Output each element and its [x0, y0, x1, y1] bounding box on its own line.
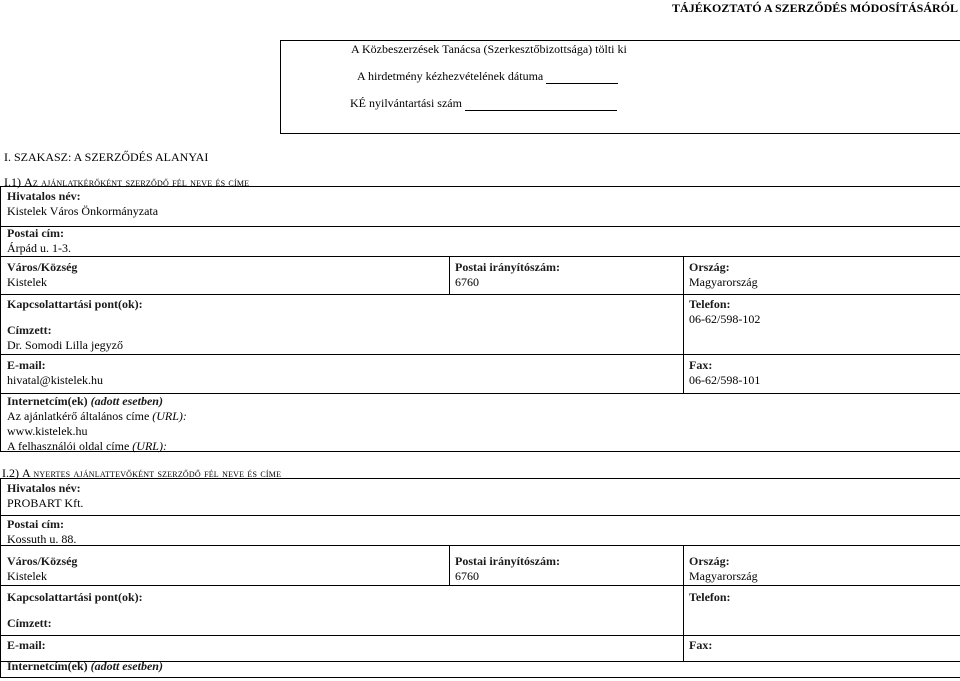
section1-title: I. SZAKASZ: A SZERZŐDÉS ALANYAI [4, 150, 209, 164]
p2-zip-label: Postai irányítószám: [455, 554, 560, 568]
registry-label: KÉ nyilvántartási szám [350, 96, 462, 110]
p2-internet-label: Internetcím(ek) [7, 659, 88, 673]
p1-city-label: Város/Község [7, 260, 78, 274]
p2-row-contact [1, 585, 960, 636]
part2-heading-text: A nyertes ajánlattevőként szerződő fél neve és címe [22, 466, 282, 480]
p1-official-name: Kistelek Város Önkormányzata [7, 204, 159, 218]
office-filled-by: A Közbeszerzések Tanácsa (Szerkesztőbizottsága) tölti ki [351, 42, 627, 56]
p2-official-name-label: Hivatalos név: [7, 481, 81, 495]
p2-fax-label: Fax: [689, 638, 713, 652]
p1-internet-note: (adott esetben) [90, 394, 163, 408]
p1-row-city [1, 256, 960, 295]
p1-phone-label: Telefon: [689, 297, 731, 311]
p1-fax-label: Fax: [689, 358, 713, 372]
p1-postal-address: Árpád u. 1-3. [7, 241, 71, 255]
p1-zip-label: Postai irányítószám: [455, 260, 560, 274]
p1-official-name-label: Hivatalos név: [7, 189, 81, 203]
p2-row-city [1, 545, 960, 586]
p2-phone-label: Telefon: [689, 590, 731, 604]
p1-addressee-label: Címzett: [7, 323, 52, 337]
p1-email: hivatal@kistelek.hu [7, 373, 104, 387]
p1-general-url[interactable]: www.kistelek.hu [7, 424, 88, 438]
p2-country-label: Ország: [689, 554, 730, 568]
p1-row-address [1, 226, 960, 257]
p2-zip: 6760 [455, 569, 479, 583]
office-use-box [280, 40, 960, 134]
part1-table [0, 186, 960, 452]
p1-buyer-profile-tag: (URL): [132, 439, 167, 453]
p2-row-email [1, 635, 960, 662]
registry-row [350, 96, 617, 111]
p1-row-contact [1, 294, 960, 355]
receipt-date-label: A hirdetmény kézhezvételének dátuma [357, 69, 544, 83]
page-title: TÁJÉKOZTATÓ A SZERZŐDÉS MÓDOSÍTÁSÁRÓL [672, 1, 958, 15]
p1-row-name [1, 187, 960, 227]
p2-official-name: PROBART Kft. [7, 496, 84, 510]
p1-email-label: E-mail: [7, 358, 46, 372]
p1-buyer-profile-label: A felhasználói oldal címe [7, 439, 130, 453]
p1-row-internet [1, 393, 960, 451]
p1-fax: 06-62/598-101 [689, 373, 761, 387]
registry-field[interactable] [465, 98, 617, 111]
receipt-date-row [357, 69, 618, 84]
p2-city-label: Város/Község [7, 554, 78, 568]
p2-contact-label: Kapcsolattartási pont(ok): [7, 590, 143, 604]
part2-table [0, 478, 960, 678]
p2-row-name [1, 479, 960, 516]
p2-email-label: E-mail: [7, 638, 46, 652]
p2-row-internet [1, 661, 960, 681]
p1-general-url-tag: (URL): [152, 409, 187, 423]
p1-country: Magyarország [689, 275, 758, 289]
p2-addressee-label: Címzett: [7, 616, 52, 630]
p2-city: Kistelek [7, 569, 47, 583]
p1-zip: 6760 [455, 275, 479, 289]
p1-postal-address-label: Postai cím: [7, 226, 64, 240]
p1-general-url-label: Az ajánlatkérő általános címe [7, 409, 150, 423]
p1-row-email [1, 354, 960, 394]
p2-postal-address-label: Postai cím: [7, 517, 64, 531]
part1-heading-num: I.1) [4, 175, 21, 189]
p1-contact-label: Kapcsolattartási pont(ok): [7, 297, 143, 311]
p2-row-address [1, 515, 960, 546]
p1-internet-label: Internetcím(ek) [7, 394, 88, 408]
p1-country-label: Ország: [689, 260, 730, 274]
p1-phone: 06-62/598-102 [689, 312, 761, 326]
p2-postal-address: Kossuth u. 88. [7, 532, 77, 546]
p2-country: Magyarország [689, 569, 758, 583]
p1-addressee: Dr. Somodi Lilla jegyző [7, 338, 123, 352]
receipt-date-field[interactable] [546, 71, 618, 84]
part1-heading-text: Az ajánlatkérőként szerződő fél neve és címe [24, 175, 250, 189]
part2-heading-num: I.2) [2, 466, 19, 480]
p1-city: Kistelek [7, 275, 47, 289]
p2-internet-note: (adott esetben) [90, 659, 163, 673]
